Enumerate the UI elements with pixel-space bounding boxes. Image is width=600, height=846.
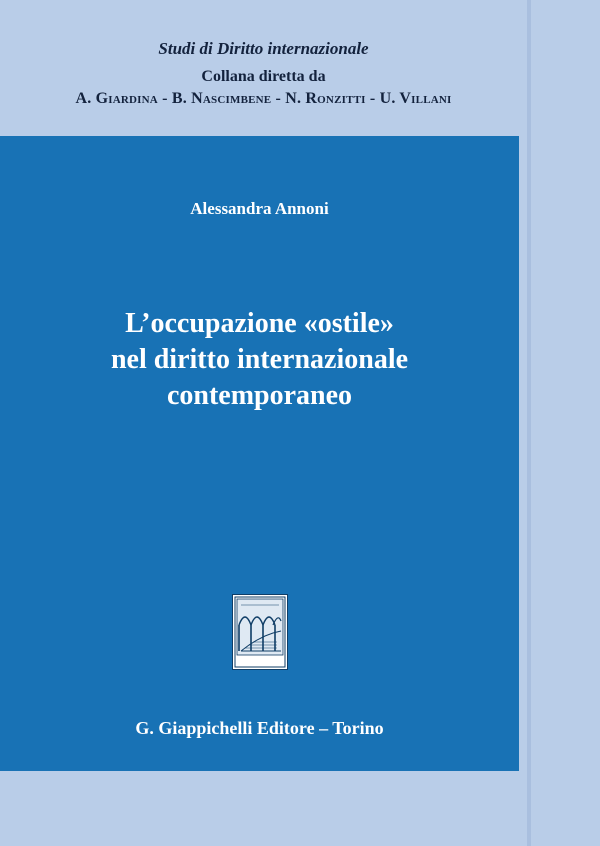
book-title-line: nel diritto internazionale (110, 344, 409, 375)
publisher-logo (232, 594, 288, 670)
book-title-line: L’occupazione «ostile» (125, 308, 394, 339)
book-author: Alessandra Annoni (190, 199, 329, 218)
series-editors: A. Giardina - B. Nascimbene - N. Ronzitti - U. Villani (75, 90, 452, 107)
publisher-name: G. Giappichelli Editore – Torino (135, 718, 384, 738)
book-title (0, 306, 519, 414)
publisher-logo-icon (233, 595, 287, 669)
series-subtitle: Collana diretta da (201, 68, 326, 85)
book-title-line: contemporaneo (166, 380, 353, 411)
spine-strip (527, 0, 531, 846)
cover-panel (0, 136, 519, 771)
series-title: Studi di Diritto internazionale (158, 39, 369, 58)
series-header (0, 38, 527, 110)
